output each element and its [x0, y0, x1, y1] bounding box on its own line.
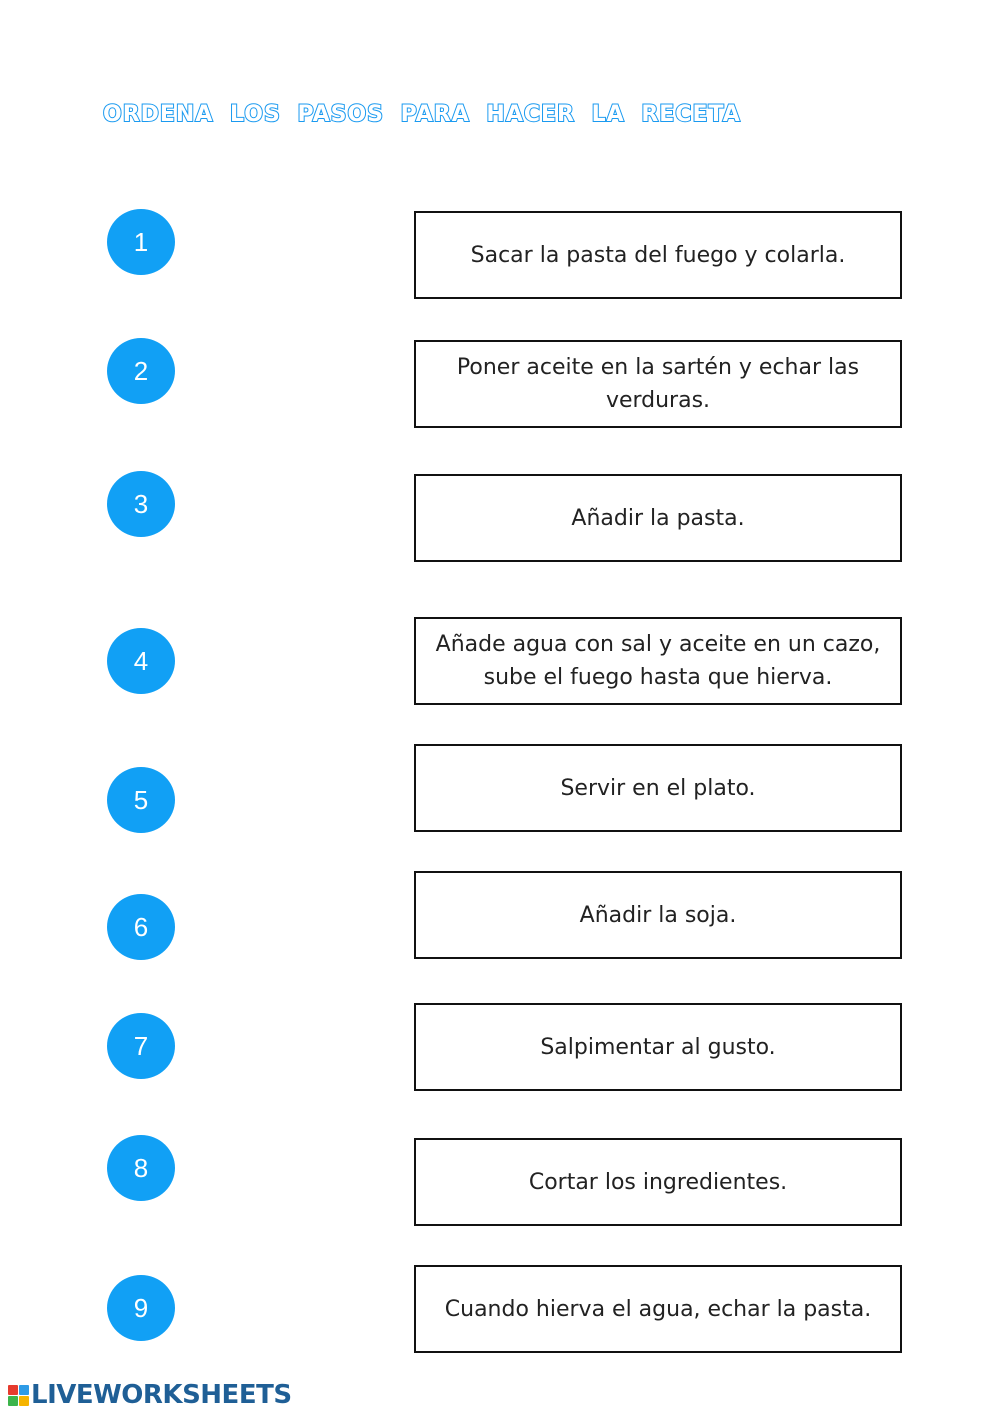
step-number-2: 2 [107, 338, 175, 404]
step-number-6: 6 [107, 894, 175, 960]
footer-brand[interactable] [8, 1380, 292, 1410]
liveworksheets-logo-icon [8, 1385, 29, 1406]
step-text-9: Cuando hierva el agua, echar la pasta. [444, 1296, 872, 1322]
footer-brand-text: LIVEWORKSHEETS [31, 1380, 292, 1410]
step-number-8: 8 [107, 1135, 175, 1201]
step-box-3[interactable] [414, 474, 902, 562]
step-box-7[interactable] [414, 1003, 902, 1091]
step-box-8[interactable] [414, 1138, 902, 1226]
step-box-1[interactable] [414, 211, 902, 299]
step-text-7: Salpimentar al gusto. [540, 1034, 776, 1060]
step-number-1: 1 [107, 209, 175, 275]
step-number-5: 5 [107, 767, 175, 833]
step-number-4: 4 [107, 628, 175, 694]
step-text-6: Añadir la soja. [579, 902, 737, 928]
step-text-2: Poner aceite en la sartén y echar las verduras. [456, 355, 860, 413]
step-box-4[interactable] [414, 617, 902, 705]
step-text-4: Añade agua con sal y aceite en un cazo, sube el fuego hasta que hierva. [435, 632, 881, 690]
step-box-9[interactable] [414, 1265, 902, 1353]
step-number-9: 9 [107, 1275, 175, 1341]
step-box-2[interactable] [414, 340, 902, 428]
step-box-5[interactable] [414, 744, 902, 832]
step-text-5: Servir en el plato. [560, 775, 756, 801]
step-number-7: 7 [107, 1013, 175, 1079]
page-title: ORDENA LOS PASOS PARA HACER LA RECETA [103, 102, 741, 127]
step-box-6[interactable] [414, 871, 902, 959]
step-number-3: 3 [107, 471, 175, 537]
step-text-1: Sacar la pasta del fuego y colarla. [470, 242, 846, 268]
step-text-8: Cortar los ingredientes. [528, 1169, 788, 1195]
step-text-3: Añadir la pasta. [571, 505, 745, 531]
